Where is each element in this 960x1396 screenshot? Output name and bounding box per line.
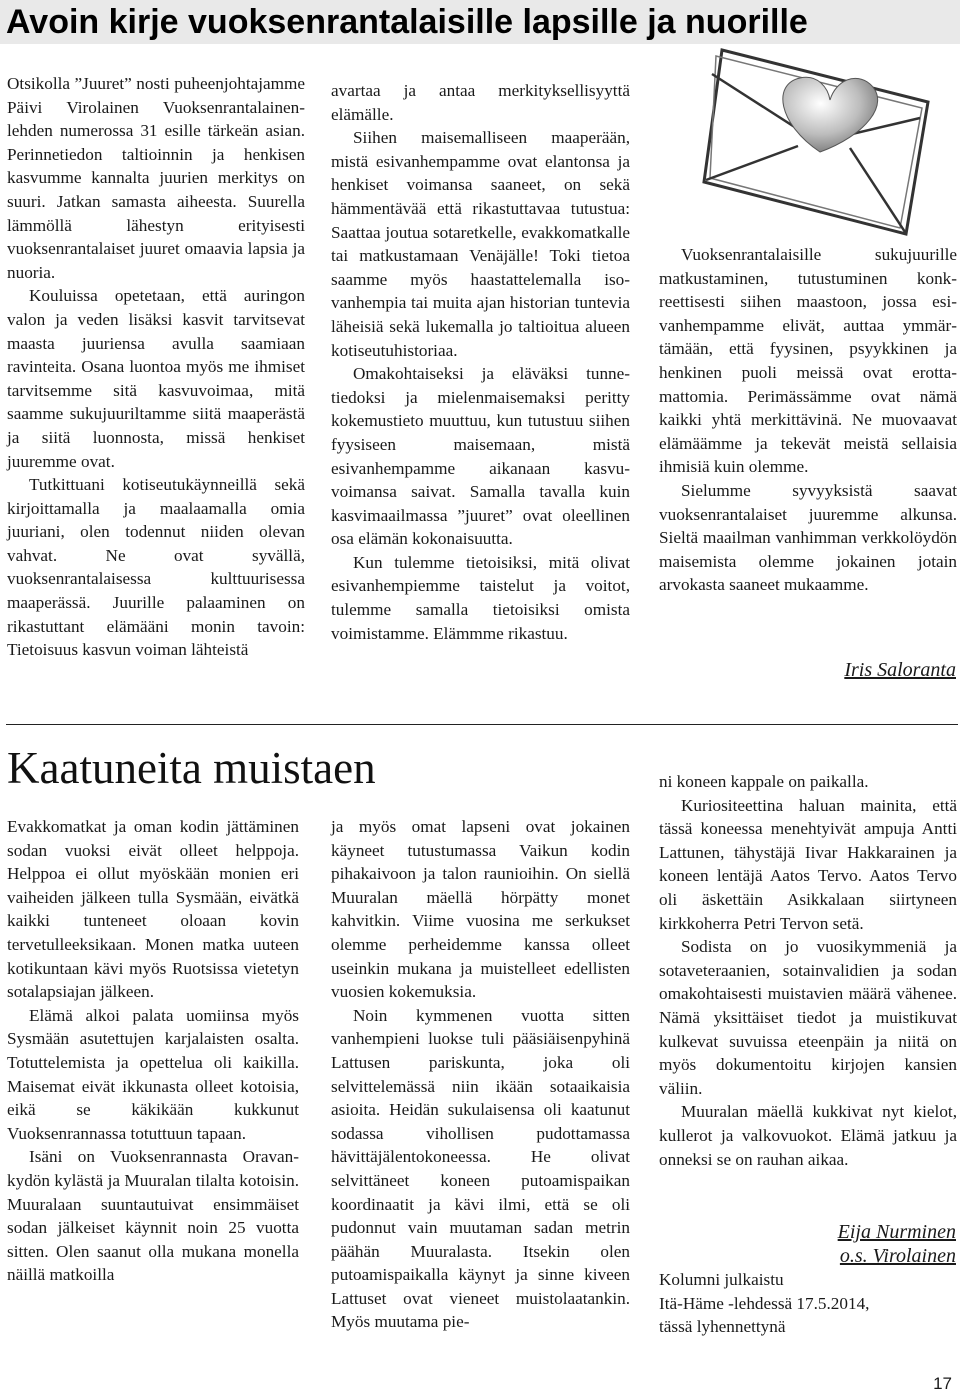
paragraph: Kun tulemme tietoisiksi, mitä olivat esivanhempiemme taistelut ja voitot, tulemme samalla tietoisiksi omista voimistamme. Elämmme rikastuu.: [331, 552, 630, 643]
page-title: Avoin kirje vuoksenrantalaisille lapsille ja nuorille: [6, 3, 808, 41]
paragraph: ni koneen kappale on paikalla.: [659, 772, 869, 791]
article-column-1: [7, 815, 299, 1287]
note-line: Itä-Häme -lehdessä 17.5.2014,: [659, 1293, 870, 1313]
paragraph: Omakohtaiseksi ja eläväksi tunnetiedoksi ja mielenmaisemaksi peritty kokemustieto muuttuu, kun tutustuu siihen fyysiseen maisemaan, mistä esivanhempamme aikanaan kasvuvoimansa saivat. Samalla tavalla kuin kasvimaailmassa ”juuret” ovat oleellinen osa elämän kokonaisuutta.: [331, 364, 630, 549]
paragraph: Sodista on jo vuosikymmeniä ja sotaveteraanien, sotainvalidien ja sodan omakohtaisesti muistavien määrä vähenee. Nämä yksittäiset tiedot ja muistikuvat kulkevat suvuissa eteenpäin ja niitä on myös dokumentoitu kirjojen kansien väliin.: [659, 937, 957, 1098]
signature-name: Eija Nurminen: [837, 1221, 956, 1243]
article-column-3: [659, 770, 957, 1171]
paragraph: Elämä alkoi palata uomiinsa myös Sysmään asutettujen karjalaisten osalta. Totuttelemista ja opettelua oli kaikilla. Maisemat eivät ikkunasta olleet kotoisia, eikä se käkikään kukkunut Vuoksenrannassa totuttuun tapaan.: [7, 1005, 299, 1143]
paragraph: Tutkittuani kotiseutukäynneillä sekä kirjoittamalla ja maalaamalla omia juuriani, olen todennut niiden olevan vahvat. Ne ovat syvällä, vuoksenrantalaisessa kulttuurisessa maaperässä. Juurille palaaminen on rikastuttant elämääni monin tavoin: Tietoisuus kasvun voiman lähteistä: [7, 475, 305, 660]
letter-column-1: [7, 72, 305, 662]
paragraph: Evakkomatkat ja oman kodin jättäminen sodan vuoksi eivät olleet helppoja. Helppoa ei ollut myöskään monien eri vaiheiden jälkeen tulla Sysmään, eivätkä kaikki tunteneet oloaan kovin tervetulleeksikaan. Monen matka uuteen kotikuntaan kävi myös Ruotsissa vietetyn sotalapsiajan jälkeen.: [7, 817, 299, 1002]
letter-signature: Iris Saloranta: [844, 659, 956, 681]
note-line: Kolumni julkaistu: [659, 1270, 784, 1289]
envelope-with-heart-icon: [700, 44, 958, 244]
letter-column-3: [659, 243, 957, 597]
paragraph: Muuralan mäellä kukkivat nyt kielot, kullerot ja valkovuokot. Elämä jatkuu ja onneksi se on rauhan aikaa.: [659, 1102, 957, 1169]
section-divider: [6, 724, 958, 725]
paragraph: Isäni on Vuoksenrannasta Oravankydön kylästä ja Muuralan tilalta kotoisin. Muuralaan suuntautuivat ensimmäiset sodan jälkeiset käynnit noin 25 vuotta sitten. Olen saanut olla mukana monella näillä matkoilla: [7, 1147, 299, 1285]
publication-note: [659, 1268, 869, 1339]
paragraph: Kouluissa opetetaan, että auringon valon ja veden lisäksi kasvit tarvitsevat maasta juuriensa avulla saamiaan ravinteita. Osana luontoa myös me ihmiset tarvitsemme sitä kasvuvoimaa, mitä saamme sukujuuriltamme siitä maaperästä ja siitä luonnosta, missä henkiset juuremme ovat.: [7, 286, 305, 471]
paragraph: ja myös omat lapseni ovat jokainen käyneet tutustumassa Vaikun kodin pihakaivoon ja talon raunioihin. On siellä Muuralan mäellä hörpätty monet kahvitkin. Viime vuosina me serkukset olemme perheidemme kanssa olleet useinkin mukana ja muistelleet edellisten vuosien kokemuksia.: [331, 817, 630, 1002]
article-column-2: [331, 815, 630, 1334]
page-number: 17: [933, 1374, 952, 1393]
section-title: Kaatuneita muistaen: [7, 743, 376, 793]
paragraph: Noin kymmenen vuotta sitten vanhempieni luokse tuli pääsiäisenpyhinä Lattusen pariskunta, joka oli selvittelemässä niin ikään sotaaikaisia asioita. Heidän sukulaisensa oli kaatunut sodassa vihollisen pudottamassa hävittäjälentokoneessa. He olivat selvittäneet koneen putoamispaikan koordinaatit ja kävi ilmi, että se oli pudonnut vain muutaman sadan metrin päähän Muuralasta. Itsekin olen putoamispaikalla käynyt ja sinne kiveen Lattuset ovat vieneet muistolaatankin. Myös muutama pie-: [331, 1005, 630, 1332]
letter-column-2: [331, 79, 630, 645]
paragraph: Sielumme syvyyksistä saavat vuoksenrantalaiset juuremme alkunsa. Sieltä maailman vanhimman verkkolöydön maisemista olemme jokainen jotain arvokasta saaneet mukaamme.: [659, 480, 957, 595]
paragraph: Siihen maisemalliseen maaperään, mistä esivanhempamme ovat elantonsa ja henkiset voimansa saaneet, on sekä hämmentävää että rikastuttavaa tutustua: Saattaa joutua sotaretkelle, evakkomatkalle tai matkustamaan Venäjälle! Toki tietoa saamme myös haastattelemalla isovanhempia tai muita ajan historian tuntevia läheisiä sekä lukemalla jo taltioitua alueen kotiseutuhistoriaa.: [331, 128, 630, 360]
note-line: tässä lyhennettynä: [659, 1317, 786, 1337]
paragraph: avartaa ja antaa merkityksellisyyttä elämälle.: [331, 81, 630, 124]
title-bar: [0, 0, 960, 44]
paragraph: Kuriositeettina haluan mainita, että tässä koneessa menehtyivät ampuja Antti Lattunen, tähystäjä Iivar Hakkarainen ja koneen lentäjä Aatos Tervo. Aatos Tervo oli äskettäin Asikkalaan siirtyneen kirkkoherra Petri Tervon setä.: [659, 795, 957, 933]
article-signature: [838, 1220, 956, 1268]
paragraph: Vuoksenrantalaisille sukujuurille matkustaminen, tutustuminen konkreettisesti siihen maastoon, jossa esivanhempamme elivät, auttaa ymmärtämään, että fyysinen, psyykkinen ja henkinen puoli meissä ovat erottamattomia. Perimässämme ovat nämä kaikki yhtä merkittävinä. Ne muovaavat elämäämme ja tekevät meistä sellaisia ihmisiä kuin olemme.: [659, 245, 957, 477]
paragraph: Otsikolla ”Juuret” nosti puheenjohtajamme Päivi Virolainen Vuoksenrantalainen-lehden numerossa 31 esille tärkeän asian. Perinnetiedon taltioinnin ja henkisen kasvumme kannalta juurien merkitys on suuri. Jatkan samasta aiheesta. Suurella lämmöllä lähestyn erityisesti vuoksenrantalaiset juuret omaavia lapsia ja nuoria.: [7, 74, 305, 282]
signature-maiden-name: o.s. Virolainen: [839, 1245, 956, 1267]
